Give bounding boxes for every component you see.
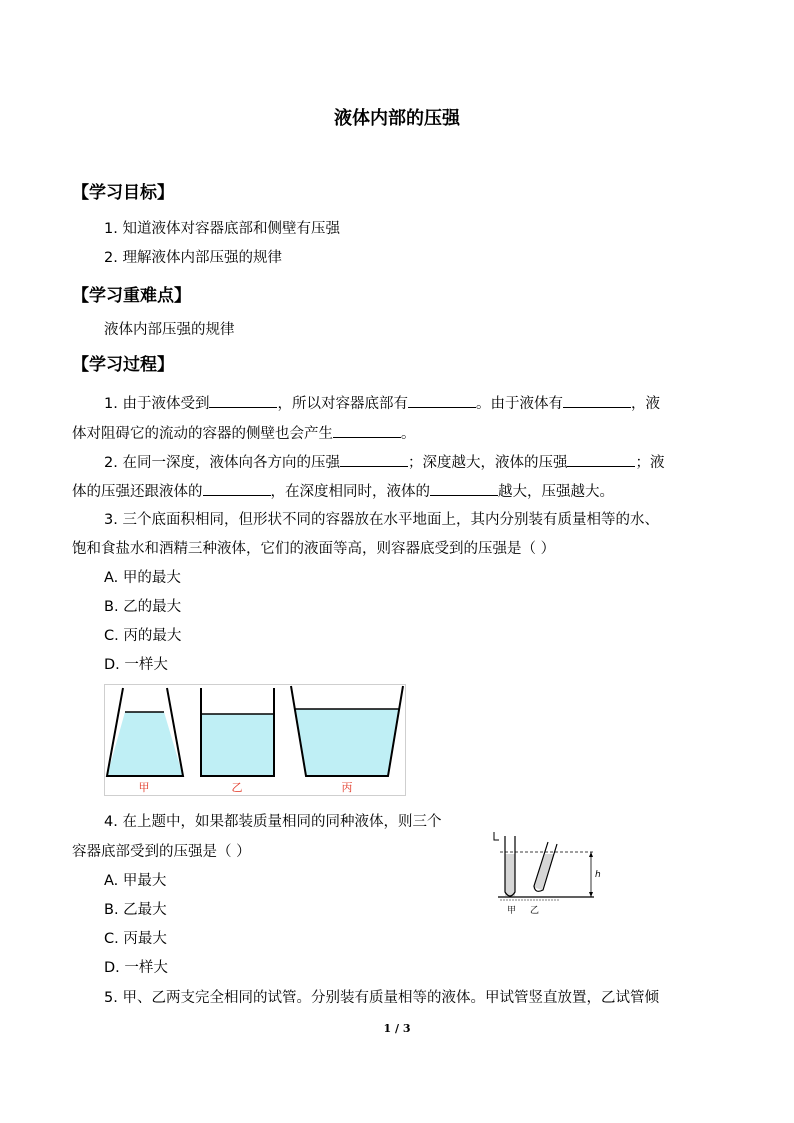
- option-b[interactable]: B. 乙的最大: [104, 599, 182, 615]
- question-2-line-1: 2. 在同一深度，液体向各方向的压强 ；深度越大，液体的压强 ；液: [104, 451, 664, 473]
- question-2-line-2: 体的压强还跟液体的 ，在深度相同时，液体的 越大，压强越大。: [72, 480, 614, 502]
- height-label: h: [595, 870, 601, 880]
- question-1-line-2: 体对阻碍它的流动的容器的侧壁也会产生 。: [72, 422, 416, 444]
- option-a[interactable]: A. 甲的最大: [104, 570, 181, 586]
- option-b[interactable]: B. 乙最大: [104, 902, 167, 918]
- corner-mark: [494, 832, 499, 840]
- container-yi-liquid: [201, 714, 274, 776]
- answer-blank[interactable]: [209, 392, 277, 408]
- container-bing-liquid: [294, 709, 400, 776]
- answer-blank[interactable]: [408, 392, 476, 408]
- option-c[interactable]: C. 丙最大: [104, 931, 167, 947]
- test-tubes-figure: [490, 830, 600, 918]
- tube-jia-liquid: [505, 854, 515, 896]
- objective-item: 2. 理解液体内部压强的规律: [104, 250, 282, 266]
- page-title: 液体内部的压强: [334, 108, 460, 129]
- answer-blank[interactable]: [203, 480, 271, 496]
- question-3-line-1: 3. 三个底面积相同，但形状不同的容器放在水平地面上，其内分别装有质量相等的水、: [104, 512, 659, 528]
- question-5-line-1: 5. 甲、乙两支完全相同的试管。分别装有质量相等的液体。甲试管竖直放置，乙试管倾: [104, 990, 659, 1006]
- tube-label-yi: 乙: [530, 906, 540, 916]
- figure-label-bing: 丙: [341, 781, 353, 794]
- tube-yi-liquid: [533, 854, 554, 890]
- tube-label-jia: 甲: [507, 906, 517, 916]
- key-point-text: 液体内部压强的规律: [104, 322, 235, 338]
- section-key-points: 【学习重难点】: [72, 286, 191, 306]
- question-4-line-1: 4. 在上题中，如果都装质量相同的同种液体，则三个: [104, 814, 442, 830]
- page-number: 1 / 3: [383, 1022, 411, 1035]
- arrow-head: [589, 852, 593, 857]
- answer-blank[interactable]: [563, 392, 631, 408]
- answer-blank[interactable]: [333, 422, 401, 438]
- question-1-line-1: 1. 由于液体受到 ，所以对容器底部有 。由于液体有 ，液: [104, 392, 660, 414]
- option-c[interactable]: C. 丙的最大: [104, 628, 182, 644]
- containers-figure: [104, 684, 406, 796]
- objective-item: 1. 知道液体对容器底部和侧壁有压强: [104, 221, 340, 237]
- option-d[interactable]: D. 一样大: [104, 960, 168, 976]
- arrow-head: [589, 892, 593, 897]
- figure-label-yi: 乙: [231, 781, 243, 794]
- container-jia-liquid: [107, 712, 183, 776]
- option-a[interactable]: A. 甲最大: [104, 873, 167, 889]
- answer-blank[interactable]: [340, 451, 408, 467]
- section-process: 【学习过程】: [72, 355, 174, 375]
- figure-label-jia: 甲: [138, 781, 150, 794]
- question-4-line-2: 容器底部受到的压强是（ ）: [72, 844, 251, 860]
- answer-blank[interactable]: [567, 451, 635, 467]
- option-d[interactable]: D. 一样大: [104, 657, 168, 673]
- question-3-line-2: 饱和食盐水和酒精三种液体，它们的液面等高，则容器底受到的压强是（ ）: [72, 541, 556, 557]
- section-objectives: 【学习目标】: [72, 183, 174, 203]
- answer-blank[interactable]: [430, 480, 498, 496]
